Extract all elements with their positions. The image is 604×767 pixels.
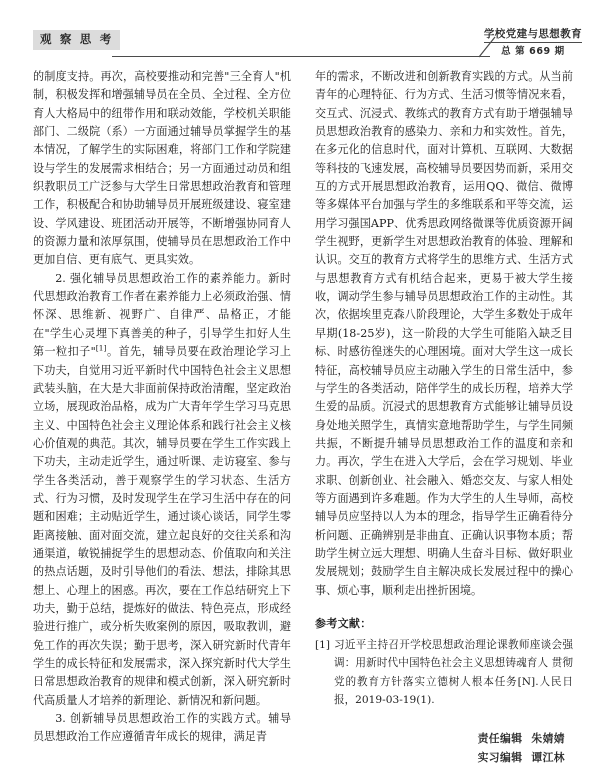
editor-line [315, 748, 565, 767]
editor-name: 朱婧婧 [531, 732, 565, 746]
reference-number: [1] [315, 638, 331, 651]
section-label: 观 察 思 考 [33, 30, 120, 50]
header-rule [112, 56, 490, 57]
citation-marker: [1] [95, 343, 107, 353]
journal-info [484, 28, 582, 59]
paragraph: 年的需求，不断改进和创新教育实践的方式。从当前青年的心理特征、行为方式、生活习惯等情况来看，交互式、沉浸式、教练式的教育方式有助于增强辅导员思想政治教育的感染力、亲和力和实效性。首先，在多元化的信息时代，面对计算机、互联网、大数据等科技的飞速发展，高校辅导员要因势而新，采用交互的方式开展思想政治教育，运用QQ、微信、微博等多媒体平台加强与学生的多维联系和平等交流，运用学习强国APP、优秀思政网络微课等优质资源开阔学生视野，更新学生对思想政治教育的体验、理解和认识。交互的教育方式将学生的思维方式、生活方式与思想教育方式有机结合起来，更易于被大学生接收，调动学生参与辅导员思想政治工作的主动性。其次，依据埃里克森八阶段理论，大学生多数处于成年早期(18-25岁)，这一阶段的大学生可能陷入缺乏目标、时感彷徨迷失的心理困境。面对大学生这一成长特征，高校辅导员应主动融入学生的日常生活中，参与学生的各类活动，陪伴学生的成长历程，培养大学生爱的品质。沉浸式的思想教育方式能够让辅导员设身处地关照学生，真情实意地帮助学生，与学生同频共振，不断提升辅导员思想政治工作的温度和亲和力。再次，学生在进入大学后，会在学习规划、毕业求职、创新创业、社会融入、婚恋交友、与家人相处等方面遇到许多难题。作为大学生的人生导师，高校辅导员应坚持以人为本的理念，指导学生正确看待分析问题、正确辨别是非曲直、正确认识事物本质；帮助学生树立远大理想、明确人生奋斗目标、做好职业发展规划；鼓励学生自主解决成长发展过程中的操心事、烦心事，顺利走出挫折困境。 [315, 70, 573, 597]
editor-role: 责任编辑 [477, 732, 523, 746]
paragraph [33, 270, 291, 710]
editor-role: 实习编辑 [477, 751, 523, 765]
right-column [315, 68, 573, 765]
editor-credits [315, 729, 573, 767]
references-title: 参考文献： [315, 616, 372, 630]
paragraph-text-part: 2. 强化辅导员思想政治工作的素养能力。新时代思想政治教育工作者在素养能力上必须政治强、情怀深、思维新、视野广、自律严、品格正，才能在"学生心灵埋下真善美的种子，引导学生扣好人生第一粒扣子" [33, 271, 291, 359]
editor-name: 谭江林 [531, 751, 565, 765]
journal-title: 学校党建与思想教育 [484, 28, 582, 43]
left-column [33, 68, 291, 744]
running-head [0, 30, 604, 62]
article-body [33, 68, 573, 765]
paragraph: 的制度支持。再次，高校要推动和完善"三全育人"机制，积极发挥和增强辅导员在全员、全过程、全方位育人大格局中的纽带作用和联动效能，学校机关职能部门、二级院（系）一方面通过辅导员掌握学生的基本情况，了解学生的实际困难，将部门工作和学院建设与学生的发展需求相结合；另一方面通过动员和组织教职员工广泛参与大学生日常思想政治教育和管理工作，积极配合和协助辅导员开展班级建设、寝室建设、学风建设、班团活动开展等，不断增强协同育人的资源力量和浓厚氛围，使辅导员在思想政治工作中更加自信、更有底气、更具实效。 [33, 70, 291, 267]
references-section [315, 615, 573, 709]
editor-line [315, 729, 565, 748]
paragraph: 3. 创新辅导员思想政治工作的实践方式。辅导员思想政治工作应遵循青年成长的规律，满足青 [33, 712, 291, 744]
journal-issue: 总 第 669 期 [501, 46, 565, 57]
reference-item [315, 636, 573, 709]
reference-text: 习近平主持召开学校思想政治理论课教师座谈会强调：用新时代中国特色社会主义思想铸魂育人 贯彻党的教育方针落实立德树人根本任务[N].人民日报，2019-03-19(1). [334, 638, 573, 706]
paragraph-text-part: 。首先，辅导员要在政治理论学习上下功夫，自觉用习近平新时代中国特色社会主义思想武装头脑，在大是大非面前保持政治清醒，坚定政治立场，展现政治品格，成为广大青年学生学习马克思主义、中国特色社会主义理论体系和践行社会主义核心价值观的典范。其次，辅导员要在学生工作实践上下功夫，主动走近学生，通过听课、走访寝室、参与学生各类活动，善于观察学生的学习状态、生活方式、行为习惯，及时发现学生在学习生活中存在的问题和困难；主动贴近学生，通过谈心谈话，同学生零距离接触、面对面交流，建立起良好的交往关系和沟通渠道，敏锐捕捉学生的思想动态、价值取向和关注的热点话题，及时引导他们的看法、想法，排除其思想上、心理上的困惑。再次，要在工作总结研究上下功夫，勤于总结，提炼好的做法、特色亮点，形成经验进行推广，或分析失败案例的原因，吸取教训，避免工作的再次失误；勤于思考，深入研究新时代青年学生的成长特征和发展需求，深入探究新时代大学生日常思想政治教育的规律和模式创新，深入研究新时代高质量人才培养的新理论、新情况和新问题。 [33, 345, 291, 707]
